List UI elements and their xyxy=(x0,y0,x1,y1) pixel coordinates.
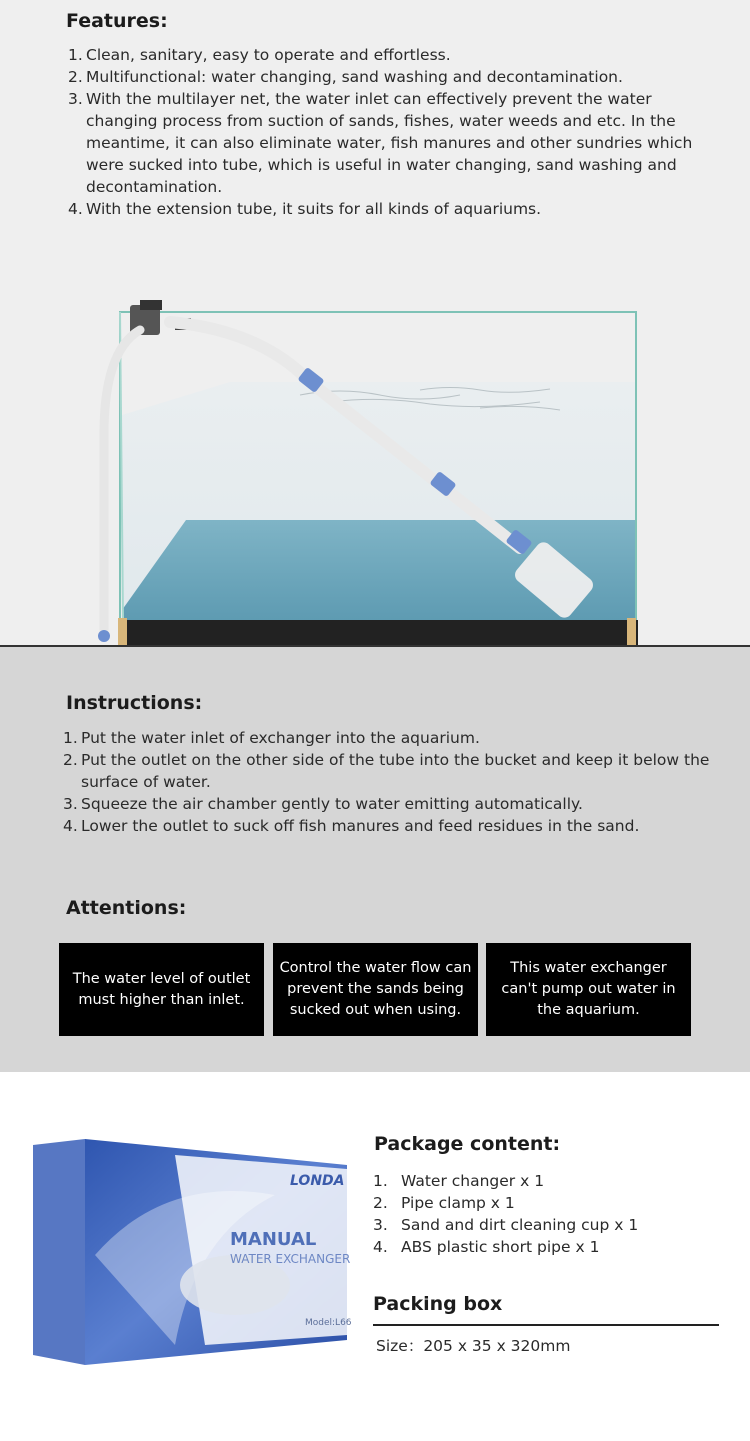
list-item: 1. Clean, sanitary, easy to operate and effortless. xyxy=(68,46,451,64)
list-item: 1. Put the water inlet of exchanger into the aquarium. xyxy=(63,729,480,747)
list-item: 2. Put the outlet on the other side of the tube into the bucket and keep it below the surface of water. xyxy=(63,751,710,791)
tank-base xyxy=(118,620,638,645)
box-brand: LONDA xyxy=(290,1173,345,1189)
aquarium-illustration xyxy=(0,290,750,645)
packing-box-title: Packing box xyxy=(373,1293,503,1315)
box-title-line1: MANUAL xyxy=(230,1229,317,1250)
list-item: 3. With the multilayer net, the water inlet can effectively prevent the water changing process from suction of sands, fishes, water weeds and etc. In the meantime, it can also eliminate water, fish manures and other sundries which were sucked into tube, which is useful in water changing, sand washing and decontamination. xyxy=(68,90,693,196)
box-model: Model:L66 xyxy=(305,1318,352,1328)
list-item: 3. Sand and dirt cleaning cup x 1 xyxy=(373,1216,639,1234)
attention-box-water-flow: Control the water flow can prevent the sands being sucked out when using. xyxy=(273,943,478,1036)
package-content-title: Package content: xyxy=(374,1133,561,1155)
divider xyxy=(373,1324,719,1326)
attention-box-outlet-level: The water level of outlet must higher than inlet. xyxy=(59,943,264,1036)
box-title-line2: WATER EXCHANGER xyxy=(230,1252,351,1266)
product-box-image xyxy=(25,1135,355,1375)
attentions-title: Attentions: xyxy=(66,897,187,919)
list-item: 3. Squeeze the air chamber gently to water emitting automatically. xyxy=(63,795,583,813)
instructions-list xyxy=(63,727,723,837)
list-item: 2. Pipe clamp x 1 xyxy=(373,1194,515,1212)
attention-box-pump-warning: This water exchanger can't pump out water in the aquarium. xyxy=(486,943,691,1036)
instructions-title: Instructions: xyxy=(66,692,203,714)
list-item: 1. Water changer x 1 xyxy=(373,1172,545,1190)
list-item: 4. Lower the outlet to suck off fish manures and feed residues in the sand. xyxy=(63,817,640,835)
list-item: 4. With the extension tube, it suits for all kinds of aquariums. xyxy=(68,200,542,218)
package-content-list xyxy=(373,1170,638,1258)
list-item: 4. ABS plastic short pipe x 1 xyxy=(373,1238,600,1256)
features-title: Features: xyxy=(66,10,168,32)
features-section xyxy=(0,0,750,645)
packing-box-size: Size：205 x 35 x 320mm xyxy=(376,1337,571,1355)
features-list xyxy=(68,44,718,220)
list-item: 2. Multifunctional: water changing, sand washing and decontamination. xyxy=(68,68,623,86)
